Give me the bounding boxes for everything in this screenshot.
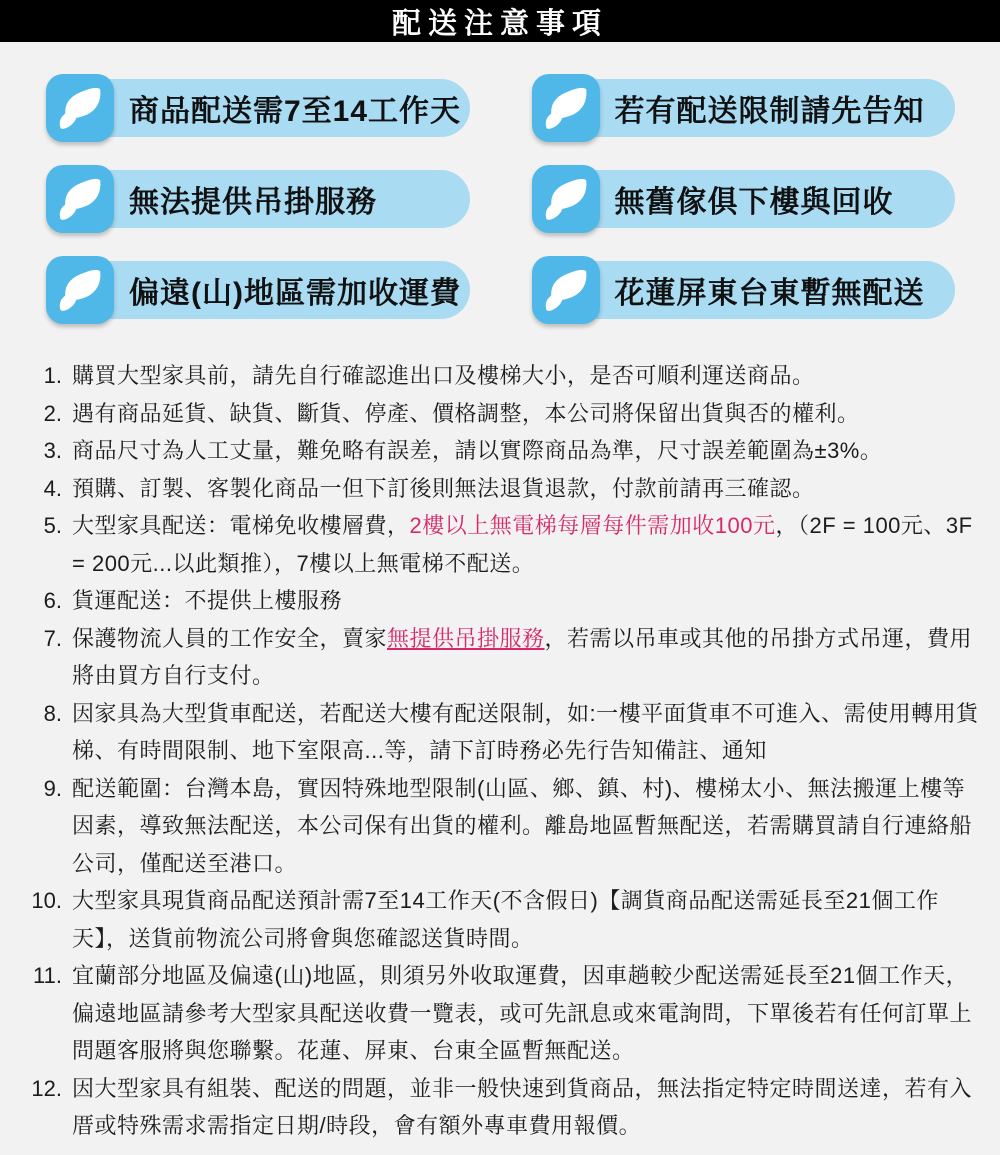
leaf-icon (532, 256, 600, 324)
badge-label: 若有配送限制請先告知 (614, 95, 925, 128)
list-item (20, 432, 980, 470)
leaf-icon (46, 74, 114, 142)
note-text (72, 357, 980, 395)
note-number: 9. (43, 775, 62, 801)
note-number: 8. (43, 700, 62, 726)
badge-label: 商品配送需7至14工作天 (129, 95, 462, 128)
note-number: 3. (43, 438, 62, 463)
badge-pill (547, 261, 956, 319)
note-text (72, 882, 980, 957)
list-item (20, 582, 980, 620)
badge (46, 256, 470, 324)
list-item (20, 770, 980, 883)
leaf-icon (532, 165, 600, 233)
list-item (20, 957, 980, 1070)
note-number: 1. (43, 363, 62, 388)
note-number: 2. (43, 400, 62, 426)
note-segment: 宜蘭部分地區及偏遠(山)地區，則須另外收取運費，因車趟較少配送需延長至21個工作天，偏遠地區請參考大型家具配送收費一覽表，或可先訊息或來電詢問，下單後若有任何訂單上問題客服將與您聯繫。花蓮、屏東、台東全區暫無配送。 (72, 963, 973, 1063)
note-segment: 配送範圍：台灣本島，實因特殊地型限制(山區、鄉、鎮、村)、樓梯太小、無法搬運上樓等因素，導致無法配送，本公司保有出貨的權利。離島地區暫無配送，若需購買請自行連絡船公司，僅配送至港口。 (72, 775, 973, 876)
page-title: 配送注意事項 (391, 7, 608, 40)
note-segment: 因家具為大型貨車配送，若配送大樓有配送限制，如:一樓平面貨車不可進入、需使用轉用貨梯、有時間限制、地下室限高...等，請下訂時務必先行告知備註、通知 (72, 700, 979, 763)
badge-pill (547, 79, 956, 137)
note-number: 7. (43, 625, 62, 651)
note-number: 12. (31, 1075, 62, 1101)
note-text (72, 1070, 980, 1145)
badge (532, 74, 956, 142)
badge (46, 165, 470, 233)
leaf-icon (46, 256, 114, 324)
badge-pill (61, 170, 470, 228)
note-text (72, 582, 980, 620)
note-segment: 預購、訂製、客製化商品一但下訂後則無法退貨退款，付款前請再三確認。 (72, 475, 815, 501)
badge-grid (0, 42, 1000, 324)
note-segment: 購買大型家具前，請先自行確認進出口及樓梯大小，是否可順利運送商品。 (72, 363, 815, 388)
list-item (20, 695, 980, 770)
title-bar (0, 0, 1000, 42)
note-number: 10. (31, 888, 62, 913)
list-item (20, 395, 980, 433)
list-item (20, 620, 980, 695)
note-segment: ，若需以吊車或其他的吊掛方式吊運，費用將由買方自行支付。 (72, 625, 973, 688)
note-segment: 貨運配送：不提供上樓服務 (72, 588, 343, 613)
badge (46, 74, 470, 142)
note-segment: 商品尺寸為人工丈量，難免略有誤差，請以實際商品為準，尺寸誤差範圍為±3%。 (72, 438, 883, 463)
leaf-icon (46, 165, 114, 233)
note-text (72, 432, 980, 470)
list-item (20, 507, 980, 582)
highlighted-text: 2樓以上無電梯每層每件需加收100元 (409, 513, 776, 538)
list-item (20, 1070, 980, 1145)
badge-label: 無法提供吊掛服務 (129, 186, 377, 219)
note-text (72, 957, 980, 1070)
note-segment: ，（2F = 100元、3F = 200元...以此類推），7樓以上無電梯不配送。 (72, 513, 973, 576)
badge-pill (61, 261, 470, 319)
badge (532, 256, 956, 324)
badge-label: 偏遠(山)地區需加收運費 (129, 277, 461, 310)
badge-pill (547, 170, 956, 228)
badge-label: 花蓮屏東台東暫無配送 (614, 277, 925, 310)
badge-pill (61, 79, 470, 137)
note-text (72, 695, 980, 770)
notes-list (0, 324, 1000, 1155)
note-segment: 遇有商品延貨、缺貨、斷貨、停產、價格調整，本公司將保留出貨與否的權利。 (72, 400, 860, 426)
badge (532, 165, 956, 233)
note-text (72, 395, 980, 433)
note-segment: 大型家具配送：電梯免收樓層費， (72, 513, 410, 538)
note-text (72, 470, 980, 508)
note-number: 4. (43, 475, 62, 501)
list-item (20, 882, 980, 957)
highlighted-text: 無提供吊掛服務 (387, 625, 545, 651)
note-number: 11. (33, 963, 62, 988)
list-item (20, 470, 980, 508)
note-number: 6. (43, 588, 62, 613)
note-text (72, 507, 980, 582)
note-segment: 因大型家具有組裝、配送的問題，並非一般快速到貨商品，無法指定特定時間送達，若有入厝或特殊需求需指定日期/時段，會有額外專車費用報價。 (72, 1075, 973, 1138)
note-segment: 保護物流人員的工作安全，賣家 (72, 625, 388, 651)
leaf-icon (532, 74, 600, 142)
list-item (20, 357, 980, 395)
note-segment: 大型家具現貨商品配送預計需7至14工作天(不含假日)【調貨商品配送需延長至21個工作天】，送貨前物流公司將會與您確認送貨時間。 (72, 888, 939, 951)
badge-label: 無舊傢俱下樓與回收 (614, 186, 894, 219)
note-number: 5. (43, 513, 62, 538)
note-text (72, 620, 980, 695)
note-text (72, 770, 980, 883)
